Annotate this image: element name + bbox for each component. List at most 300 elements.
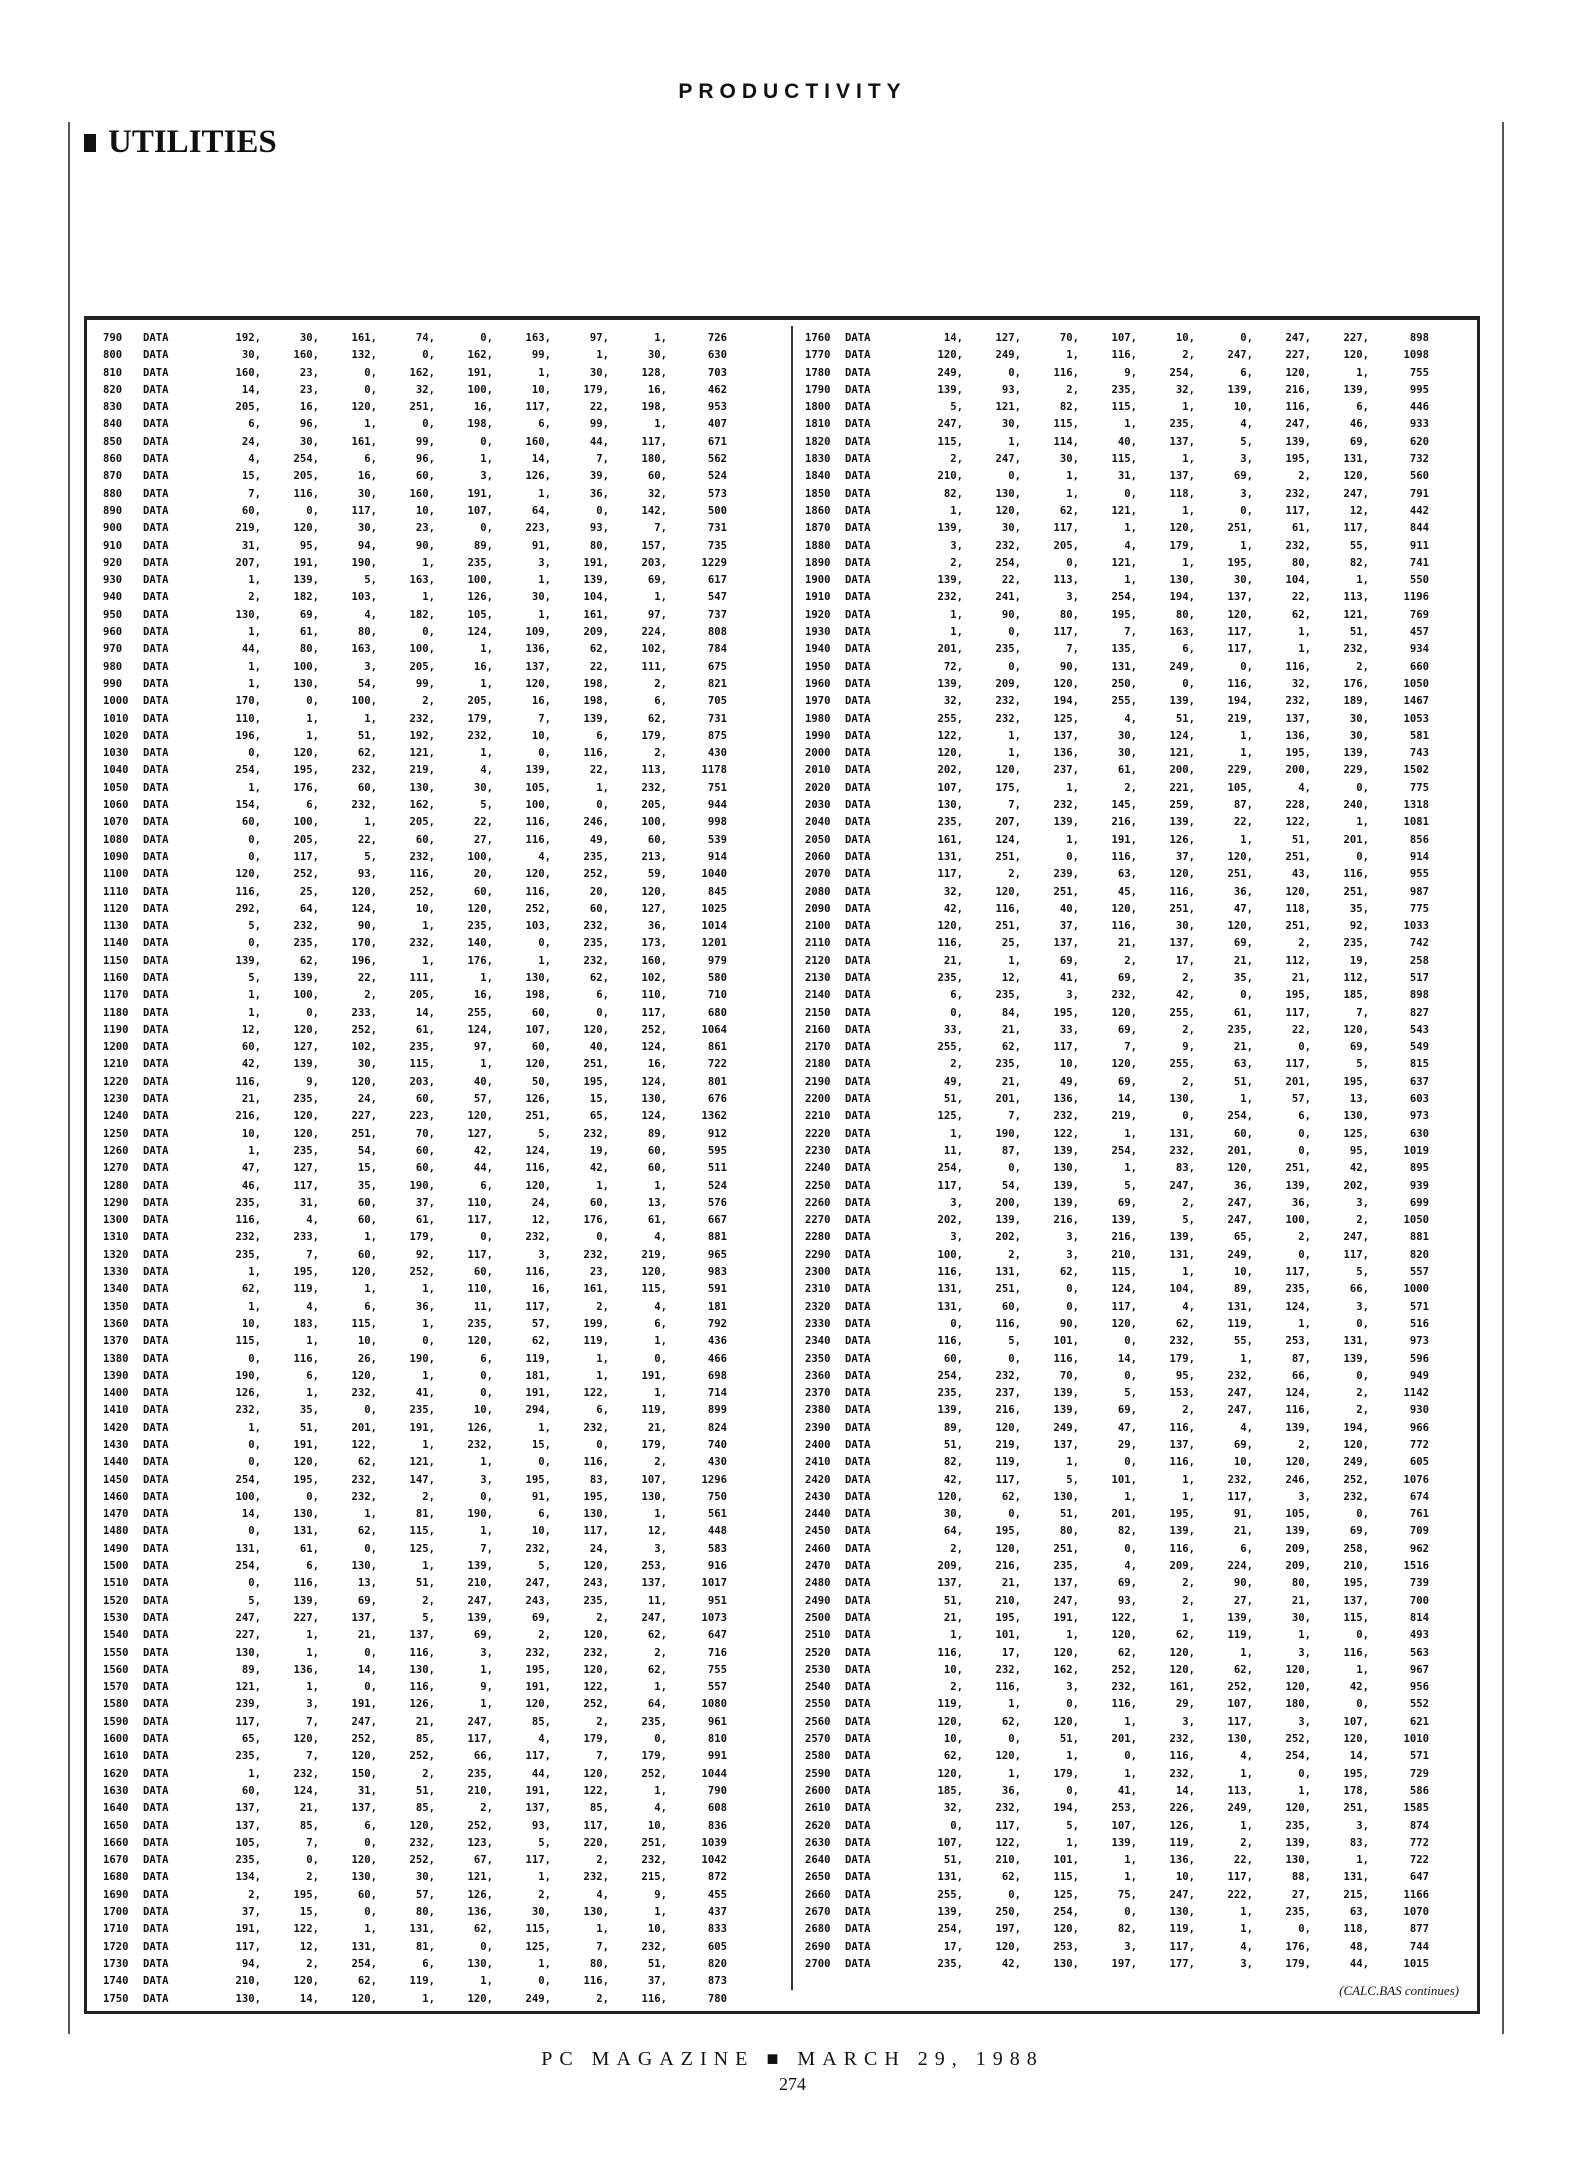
data-value: 119, bbox=[409, 1975, 435, 1988]
data-value: 82, bbox=[943, 487, 963, 500]
line-number: 2550 bbox=[805, 1698, 831, 1711]
listing-line bbox=[805, 1558, 1469, 1575]
listing-line bbox=[805, 693, 1469, 710]
data-value: 47, bbox=[1117, 1421, 1137, 1434]
line-number: 2630 bbox=[805, 1836, 831, 1849]
data-value: 1, bbox=[1066, 1750, 1079, 1763]
data-value: 107, bbox=[1343, 1715, 1369, 1728]
data-value: 180, bbox=[1285, 1698, 1311, 1711]
listing-line bbox=[103, 1610, 779, 1627]
line-number: 1620 bbox=[103, 1767, 129, 1780]
data-keyword: DATA bbox=[143, 764, 169, 777]
data-value: 62, bbox=[1059, 1266, 1079, 1279]
line-number: 2590 bbox=[805, 1767, 831, 1780]
listing-line bbox=[805, 1627, 1469, 1644]
data-value: 12, bbox=[1349, 504, 1369, 517]
data-keyword: DATA bbox=[845, 643, 871, 656]
data-value: 116, bbox=[525, 885, 551, 898]
checksum-value: 965 bbox=[707, 1248, 727, 1261]
data-keyword: DATA bbox=[845, 539, 871, 552]
listing-line bbox=[805, 520, 1469, 537]
listing-line bbox=[103, 1575, 779, 1592]
data-keyword: DATA bbox=[143, 833, 169, 846]
listing-line bbox=[805, 1489, 1469, 1506]
listing-line bbox=[103, 520, 779, 537]
data-keyword: DATA bbox=[845, 1508, 871, 1521]
data-value: 14, bbox=[1117, 1352, 1137, 1365]
data-value: 191, bbox=[1111, 833, 1137, 846]
listing-line bbox=[805, 589, 1469, 606]
data-value: 0, bbox=[1240, 660, 1253, 673]
data-value: 0, bbox=[306, 1854, 319, 1867]
checksum-value: 769 bbox=[1409, 608, 1429, 621]
listing-line bbox=[805, 416, 1469, 433]
data-value: 130, bbox=[1285, 1854, 1311, 1867]
data-keyword: DATA bbox=[845, 989, 871, 1002]
data-keyword: DATA bbox=[143, 1629, 169, 1642]
data-value: 1, bbox=[306, 1681, 319, 1694]
data-value: 7, bbox=[596, 1940, 609, 1953]
data-keyword: DATA bbox=[143, 1957, 169, 1970]
data-value: 15, bbox=[357, 1162, 377, 1175]
data-value: 232, bbox=[995, 695, 1021, 708]
data-value: 1, bbox=[596, 1369, 609, 1382]
data-value: 103, bbox=[351, 591, 377, 604]
data-value: 2, bbox=[1356, 1214, 1369, 1227]
listing-line bbox=[103, 1472, 779, 1489]
data-value: 190, bbox=[409, 1352, 435, 1365]
data-value: 2, bbox=[422, 1490, 435, 1503]
data-value: 0, bbox=[480, 1387, 493, 1400]
data-value: 3, bbox=[480, 1473, 493, 1486]
data-value: 124, bbox=[1169, 729, 1195, 742]
data-value: 1, bbox=[364, 1231, 377, 1244]
data-value: 49, bbox=[589, 833, 609, 846]
listing-line bbox=[103, 330, 779, 347]
listing-line bbox=[805, 1887, 1469, 1904]
data-value: 179, bbox=[1053, 1767, 1079, 1780]
data-value: 3, bbox=[1356, 1300, 1369, 1313]
data-keyword: DATA bbox=[845, 971, 871, 984]
listing-line bbox=[103, 1264, 779, 1281]
data-value: 2, bbox=[1298, 1439, 1311, 1451]
data-value: 1, bbox=[248, 626, 261, 639]
data-value: 137, bbox=[641, 1577, 667, 1590]
data-keyword: DATA bbox=[845, 902, 871, 915]
line-number: 2690 bbox=[805, 1940, 831, 1953]
line-number: 1430 bbox=[103, 1439, 129, 1451]
listing-line bbox=[103, 572, 779, 589]
line-number: 810 bbox=[103, 366, 123, 379]
data-value: 51, bbox=[943, 1093, 963, 1106]
data-keyword: DATA bbox=[143, 1490, 169, 1503]
line-number: 2230 bbox=[805, 1144, 831, 1157]
data-value: 247, bbox=[235, 1611, 261, 1624]
data-value: 0, bbox=[1298, 1041, 1311, 1054]
data-value: 120, bbox=[409, 1819, 435, 1832]
data-value: 2, bbox=[538, 1629, 551, 1642]
data-value: 1, bbox=[1066, 470, 1079, 483]
listing-line bbox=[805, 1385, 1469, 1402]
checksum-value: 899 bbox=[707, 1404, 727, 1417]
data-value: 120, bbox=[937, 1490, 963, 1503]
data-value: 6, bbox=[480, 1352, 493, 1365]
checksum-value: 881 bbox=[707, 1231, 727, 1244]
data-value: 51, bbox=[647, 1957, 667, 1970]
line-number: 2360 bbox=[805, 1369, 831, 1382]
data-value: 1, bbox=[1066, 833, 1079, 846]
line-number: 930 bbox=[103, 574, 123, 587]
data-value: 119, bbox=[1169, 1923, 1195, 1936]
listing-line bbox=[805, 1351, 1469, 1368]
data-value: 10, bbox=[531, 729, 551, 742]
line-number: 1310 bbox=[103, 1231, 129, 1244]
data-value: 116, bbox=[235, 1214, 261, 1227]
data-keyword: DATA bbox=[845, 1058, 871, 1071]
data-value: 194, bbox=[1053, 1802, 1079, 1815]
data-value: 210, bbox=[1111, 1248, 1137, 1261]
data-keyword: DATA bbox=[143, 1750, 169, 1763]
checksum-value: 580 bbox=[707, 971, 727, 984]
data-value: 6, bbox=[538, 1508, 551, 1521]
data-value: 117, bbox=[1285, 1058, 1311, 1071]
data-keyword: DATA bbox=[845, 850, 871, 863]
checksum-value: 181 bbox=[707, 1300, 727, 1313]
checksum-value: 511 bbox=[707, 1162, 727, 1175]
data-value: 0, bbox=[1066, 556, 1079, 569]
data-keyword: DATA bbox=[143, 487, 169, 500]
data-value: 227, bbox=[1343, 332, 1369, 344]
listing-line bbox=[103, 1039, 779, 1056]
data-value: 2, bbox=[1008, 868, 1021, 881]
line-number: 1580 bbox=[103, 1698, 129, 1711]
checksum-value: 911 bbox=[1409, 539, 1429, 552]
data-value: 4, bbox=[654, 1300, 667, 1313]
data-value: 89, bbox=[943, 1421, 963, 1434]
data-keyword: DATA bbox=[143, 591, 169, 604]
data-keyword: DATA bbox=[143, 1923, 169, 1936]
listing-line bbox=[805, 1454, 1469, 1471]
data-value: 195, bbox=[525, 1663, 551, 1676]
data-value: 14, bbox=[241, 383, 261, 396]
data-value: 247, bbox=[1227, 349, 1253, 362]
checksum-value: 710 bbox=[707, 989, 727, 1002]
listing-line bbox=[103, 1731, 779, 1748]
line-number: 1070 bbox=[103, 816, 129, 829]
data-value: 1, bbox=[364, 1923, 377, 1936]
data-value: 55, bbox=[1349, 539, 1369, 552]
data-value: 3, bbox=[1298, 1715, 1311, 1728]
data-value: 0, bbox=[1066, 1784, 1079, 1797]
data-value: 0, bbox=[1008, 1352, 1021, 1365]
checksum-value: 621 bbox=[1409, 1715, 1429, 1728]
line-number: 1340 bbox=[103, 1283, 129, 1296]
data-value: 122, bbox=[995, 1836, 1021, 1849]
listing-line bbox=[805, 1402, 1469, 1419]
data-value: 83, bbox=[589, 1473, 609, 1486]
data-value: 60, bbox=[647, 833, 667, 846]
data-value: 51, bbox=[1349, 626, 1369, 639]
data-value: 22, bbox=[357, 833, 377, 846]
data-value: 82, bbox=[1059, 401, 1079, 414]
data-value: 139, bbox=[937, 1906, 963, 1919]
data-value: 21, bbox=[1233, 954, 1253, 967]
data-value: 2, bbox=[1240, 1836, 1253, 1849]
listing-line bbox=[103, 1541, 779, 1558]
data-value: 120, bbox=[1111, 1629, 1137, 1642]
data-value: 235, bbox=[467, 1317, 493, 1330]
data-value: 105, bbox=[467, 608, 493, 621]
data-value: 62, bbox=[357, 747, 377, 760]
checksum-value: 792 bbox=[707, 1317, 727, 1330]
data-value: 1, bbox=[1298, 626, 1311, 639]
data-value: 6, bbox=[1240, 1542, 1253, 1555]
listing-line bbox=[103, 624, 779, 641]
line-number: 1050 bbox=[103, 781, 129, 794]
data-value: 60, bbox=[357, 1214, 377, 1227]
data-value: 117, bbox=[937, 1179, 963, 1192]
data-value: 1, bbox=[596, 1179, 609, 1192]
data-value: 1, bbox=[422, 556, 435, 569]
data-value: 210, bbox=[995, 1594, 1021, 1607]
line-number: 2500 bbox=[805, 1611, 831, 1624]
checksum-value: 699 bbox=[1409, 1196, 1429, 1209]
line-number: 2680 bbox=[805, 1923, 831, 1936]
data-value: 195, bbox=[995, 1525, 1021, 1538]
data-value: 1, bbox=[596, 349, 609, 362]
data-value: 216, bbox=[995, 1560, 1021, 1573]
data-value: 201, bbox=[351, 1421, 377, 1434]
data-value: 82, bbox=[1117, 1525, 1137, 1538]
data-value: 30, bbox=[531, 591, 551, 604]
data-value: 93, bbox=[357, 868, 377, 881]
data-value: 227, bbox=[351, 1110, 377, 1123]
line-number: 1080 bbox=[103, 833, 129, 846]
data-value: 14, bbox=[943, 332, 963, 344]
data-value: 139, bbox=[1227, 1611, 1253, 1624]
data-value: 62, bbox=[1001, 1715, 1021, 1728]
data-value: 0, bbox=[950, 1006, 963, 1019]
data-keyword: DATA bbox=[845, 868, 871, 881]
line-number: 1600 bbox=[103, 1733, 129, 1746]
data-value: 232, bbox=[1053, 799, 1079, 812]
data-value: 232, bbox=[583, 1646, 609, 1659]
data-value: 22, bbox=[589, 401, 609, 414]
data-value: 1, bbox=[1240, 1646, 1253, 1659]
data-value: 10, bbox=[1175, 1871, 1195, 1884]
data-value: 110, bbox=[467, 1196, 493, 1209]
data-keyword: DATA bbox=[143, 574, 169, 587]
data-value: 15, bbox=[299, 1906, 319, 1919]
checksum-value: 967 bbox=[1409, 1663, 1429, 1676]
data-value: 10, bbox=[241, 1127, 261, 1140]
data-value: 130, bbox=[293, 1508, 319, 1521]
data-value: 9, bbox=[654, 1888, 667, 1901]
data-value: 191, bbox=[1053, 1611, 1079, 1624]
data-value: 1, bbox=[364, 712, 377, 725]
listing-line bbox=[103, 1921, 779, 1938]
data-value: 11, bbox=[647, 1594, 667, 1607]
data-value: 2, bbox=[654, 1456, 667, 1469]
data-keyword: DATA bbox=[845, 1906, 871, 1919]
data-value: 127, bbox=[293, 1162, 319, 1175]
data-value: 13, bbox=[647, 1196, 667, 1209]
listing-line bbox=[103, 1783, 779, 1800]
data-value: 27, bbox=[1233, 1594, 1253, 1607]
data-value: 196, bbox=[351, 954, 377, 967]
line-number: 1800 bbox=[805, 401, 831, 414]
data-value: 130, bbox=[235, 608, 261, 621]
data-value: 120, bbox=[937, 349, 963, 362]
data-value: 120, bbox=[1227, 850, 1253, 863]
data-value: 36, bbox=[1233, 1179, 1253, 1192]
data-value: 60, bbox=[357, 781, 377, 794]
data-value: 124, bbox=[1111, 1283, 1137, 1296]
data-keyword: DATA bbox=[143, 470, 169, 483]
data-value: 139, bbox=[1111, 1836, 1137, 1849]
data-value: 116, bbox=[293, 487, 319, 500]
data-value: 191, bbox=[583, 556, 609, 569]
data-keyword: DATA bbox=[143, 1266, 169, 1279]
data-value: 3, bbox=[1240, 1957, 1253, 1970]
data-value: 5, bbox=[480, 799, 493, 812]
line-number: 2300 bbox=[805, 1266, 831, 1279]
data-value: 142, bbox=[641, 504, 667, 517]
checksum-value: 914 bbox=[1409, 850, 1429, 863]
data-value: 31, bbox=[299, 1196, 319, 1209]
data-value: 254, bbox=[235, 764, 261, 777]
data-value: 130, bbox=[1169, 1093, 1195, 1106]
data-keyword: DATA bbox=[143, 1767, 169, 1780]
data-value: 14, bbox=[1175, 1784, 1195, 1797]
line-number: 2080 bbox=[805, 885, 831, 898]
data-value: 35, bbox=[1349, 902, 1369, 915]
data-value: 89, bbox=[647, 1127, 667, 1140]
data-keyword: DATA bbox=[143, 1439, 169, 1451]
data-value: 4, bbox=[1124, 539, 1137, 552]
data-value: 69, bbox=[357, 1594, 377, 1607]
data-value: 90, bbox=[1233, 1577, 1253, 1590]
data-value: 154, bbox=[235, 799, 261, 812]
data-value: 1, bbox=[538, 1871, 551, 1884]
data-value: 131, bbox=[937, 1871, 963, 1884]
data-value: 195, bbox=[293, 1473, 319, 1486]
data-keyword: DATA bbox=[143, 902, 169, 915]
data-value: 5, bbox=[538, 1836, 551, 1849]
data-value: 219, bbox=[1111, 1110, 1137, 1123]
data-value: 37, bbox=[1175, 850, 1195, 863]
listing-line bbox=[103, 365, 779, 382]
data-value: 60, bbox=[647, 1162, 667, 1175]
data-value: 131, bbox=[1169, 1248, 1195, 1261]
data-value: 115, bbox=[235, 1335, 261, 1348]
checksum-value: 573 bbox=[707, 487, 727, 500]
data-value: 1, bbox=[654, 418, 667, 431]
data-value: 1, bbox=[306, 712, 319, 725]
data-value: 94, bbox=[357, 539, 377, 552]
data-value: 1, bbox=[1182, 1490, 1195, 1503]
data-value: 82, bbox=[943, 1456, 963, 1469]
listing-line bbox=[103, 1178, 779, 1195]
data-value: 160, bbox=[641, 954, 667, 967]
data-keyword: DATA bbox=[143, 1127, 169, 1140]
checksum-value: 676 bbox=[707, 1093, 727, 1106]
data-keyword: DATA bbox=[845, 626, 871, 639]
checksum-value: 939 bbox=[1409, 1179, 1429, 1192]
issue-date: MARCH 29, 1988 bbox=[797, 2048, 1044, 2070]
listing-line bbox=[103, 1835, 779, 1852]
data-value: 139, bbox=[1053, 1387, 1079, 1400]
data-value: 232, bbox=[235, 1404, 261, 1417]
data-value: 232, bbox=[995, 712, 1021, 725]
line-number: 1700 bbox=[103, 1906, 129, 1919]
data-value: 235, bbox=[467, 556, 493, 569]
line-number: 2320 bbox=[805, 1300, 831, 1313]
data-value: 137, bbox=[235, 1802, 261, 1815]
data-value: 1, bbox=[248, 574, 261, 587]
data-value: 191, bbox=[525, 1387, 551, 1400]
data-value: 119, bbox=[641, 1404, 667, 1417]
line-number: 2520 bbox=[805, 1646, 831, 1659]
data-value: 247, bbox=[525, 1577, 551, 1590]
column-divider bbox=[791, 326, 793, 1990]
data-value: 1, bbox=[1298, 643, 1311, 656]
data-value: 191, bbox=[351, 1698, 377, 1711]
data-value: 0, bbox=[1356, 1508, 1369, 1521]
data-value: 220, bbox=[583, 1836, 609, 1849]
data-value: 0, bbox=[596, 1439, 609, 1451]
data-keyword: DATA bbox=[143, 1231, 169, 1244]
data-value: 131, bbox=[995, 1266, 1021, 1279]
data-value: 2, bbox=[596, 1611, 609, 1624]
line-number: 890 bbox=[103, 504, 123, 517]
data-value: 15, bbox=[589, 1093, 609, 1106]
data-value: 37, bbox=[1059, 920, 1079, 933]
data-keyword: DATA bbox=[845, 1490, 871, 1503]
data-value: 22, bbox=[473, 816, 493, 829]
data-value: 3, bbox=[950, 539, 963, 552]
checksum-value: 1081 bbox=[1403, 816, 1429, 829]
checksum-value: 875 bbox=[707, 729, 727, 742]
data-value: 74, bbox=[415, 332, 435, 344]
data-keyword: DATA bbox=[143, 1283, 169, 1296]
page-number: 274 bbox=[779, 2074, 806, 2094]
data-value: 130, bbox=[641, 1490, 667, 1503]
data-value: 105, bbox=[525, 781, 551, 794]
data-value: 6, bbox=[654, 1317, 667, 1330]
data-value: 0, bbox=[1298, 1127, 1311, 1140]
data-value: 3, bbox=[1240, 453, 1253, 466]
line-number: 1260 bbox=[103, 1144, 129, 1157]
data-value: 4, bbox=[1298, 781, 1311, 794]
data-value: 4, bbox=[1182, 1300, 1195, 1313]
data-value: 195, bbox=[293, 1266, 319, 1279]
data-value: 139, bbox=[1285, 435, 1311, 448]
data-value: 137, bbox=[1285, 712, 1311, 725]
data-value: 139, bbox=[467, 1611, 493, 1624]
checksum-value: 258 bbox=[1409, 954, 1429, 967]
listing-line bbox=[805, 849, 1469, 866]
line-number: 1540 bbox=[103, 1629, 129, 1642]
listing-line bbox=[103, 1714, 779, 1731]
data-value: 60, bbox=[415, 470, 435, 483]
data-value: 120, bbox=[235, 868, 261, 881]
data-value: 249, bbox=[995, 349, 1021, 362]
data-value: 191, bbox=[235, 1923, 261, 1936]
data-value: 1, bbox=[1182, 1611, 1195, 1624]
data-value: 30, bbox=[241, 349, 261, 362]
data-value: 107, bbox=[937, 781, 963, 794]
